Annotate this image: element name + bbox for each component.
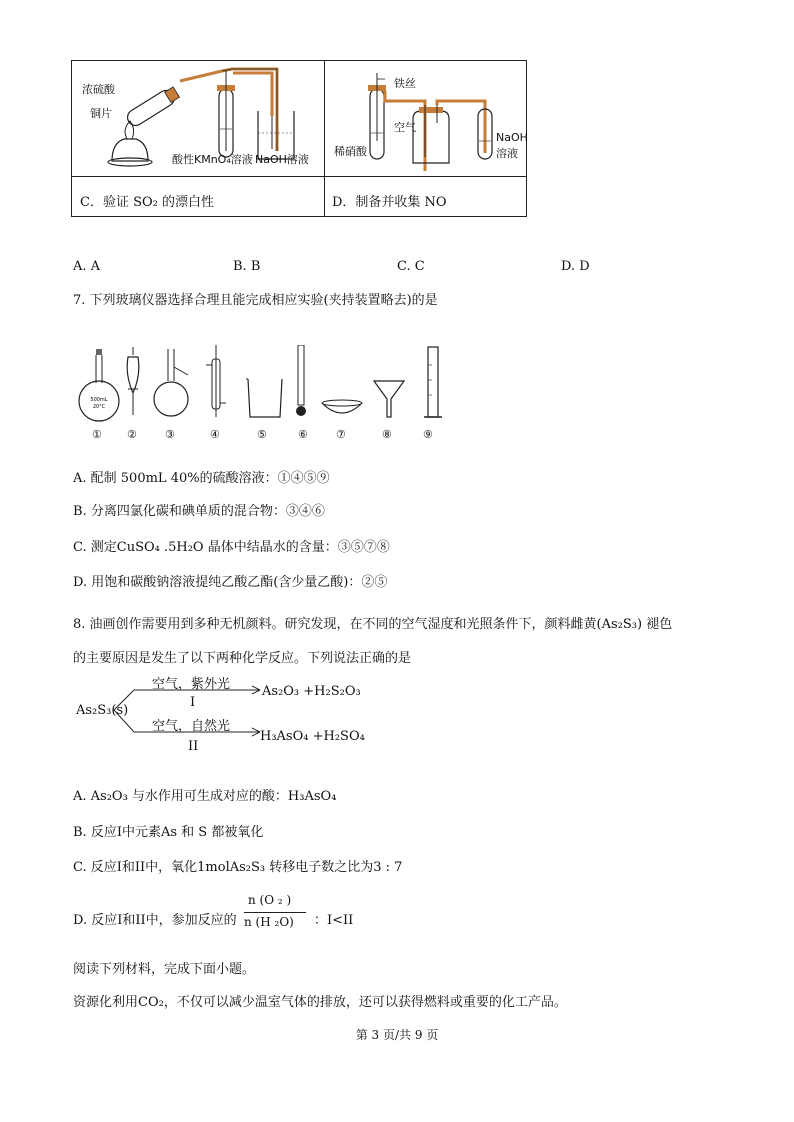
graduated-cylinder-icon [424, 347, 442, 417]
page-footer: 第 3 页/共 9 页 [355, 1028, 439, 1042]
label-naoh-d-1: NaOH [496, 131, 528, 144]
q8-stem-line2: 的主要原因是发生了以下两种化学反应。下列说法正确的是 [73, 651, 412, 666]
evaporating-dish-icon [322, 400, 362, 413]
thermometer-icon [296, 345, 306, 416]
svg-text:500mL: 500mL [90, 397, 108, 403]
funnel-icon [374, 381, 404, 417]
label-conc-sulfuric-acid: 浓硫酸 [82, 83, 115, 96]
separatory-funnel-icon [127, 347, 139, 415]
svg-text:20°C: 20°C [92, 404, 106, 410]
condenser-icon [206, 345, 226, 417]
glass-label-3: ③ [165, 428, 175, 441]
q8-option-a: A. As₂O₃ 与水作用可生成对应的酸：H₃AsO₄ [73, 789, 337, 804]
q8-stem-line1: 8. 油画创作需要用到多种无机颜料。研究发现，在不同的空气湿度和光照条件下，颜料雌黄(As₂S₃) 褪色 [73, 617, 673, 632]
q8-option-d-numerator: n (O ₂ ) [248, 893, 292, 907]
scheme-lower-label: II [188, 739, 199, 754]
glass-label-8: ⑧ [382, 428, 392, 441]
q6-choice-b: B. B [233, 259, 261, 274]
beaker-icon [246, 379, 282, 417]
glass-label-5: ⑤ [257, 428, 267, 441]
label-iron-wire: 铁丝 [394, 77, 416, 90]
glass-label-6: ⑥ [298, 428, 308, 441]
q7-option-c: C. 测定CuSO₄ .5H₂O 晶体中结晶水的含量：③⑤⑦⑧ [73, 540, 390, 555]
label-copper: 铜片 [90, 107, 112, 120]
glass-label-2: ② [127, 428, 137, 441]
caption-c: C．验证 SO₂ 的漂白性 [80, 195, 214, 210]
distilling-flask-icon [154, 349, 188, 416]
material-intro: 阅读下列材料，完成下面小题。 [73, 962, 256, 977]
q8-option-d-denominator: n (H ₂O) [244, 915, 294, 929]
experiment-table [71, 60, 527, 217]
q6-choice-c: C. C [397, 259, 425, 274]
scheme-lower-product: H₃AsO₄ +H₂SO₄ [260, 729, 365, 744]
label-dilute-nitric-acid: 稀硝酸 [334, 145, 367, 158]
glass-label-4: ④ [210, 428, 220, 441]
volumetric-flask-icon [79, 349, 119, 421]
scheme-reactant: As₂S₃(s) [76, 703, 129, 718]
fraction-bar [244, 912, 306, 913]
table-divider-horizontal [72, 176, 526, 177]
q8-option-b: B. 反应I中元素As 和 S 都被氧化 [73, 825, 264, 840]
label-kmno4-solution: 酸性KMnO₄溶液 [172, 153, 253, 166]
label-naoh-solution: NaOH溶液 [255, 153, 309, 166]
glassware-row [70, 345, 450, 425]
glass-label-7: ⑦ [336, 428, 346, 441]
scheme-upper-condition: 空气，紫外光 [152, 677, 231, 692]
q6-choice-d: D. D [561, 259, 590, 274]
q8-option-d-prefix: D. 反应I和II中，参加反应的 [73, 913, 237, 928]
q6-choice-a: A. A [73, 259, 101, 274]
q8-option-d-suffix: ：I<II [314, 913, 354, 928]
q8-option-c: C. 反应I和II中，氧化1molAs₂S₃ 转移电子数之比为3 : 7 [73, 860, 403, 875]
q7-option-d: D. 用饱和碳酸钠溶液提纯乙酸乙酯(含少量乙酸)：②⑤ [73, 575, 388, 590]
label-naoh-d-2: 溶液 [496, 147, 518, 160]
glass-label-1: ① [92, 428, 102, 441]
scheme-lower-condition: 空气，自然光 [152, 719, 231, 734]
scheme-upper-product: As₂O₃ +H₂S₂O₃ [262, 684, 361, 699]
q7-option-a: A. 配制 500mL 40%的硫酸溶液：①④⑤⑨ [73, 471, 330, 486]
q7-stem: 7. 下列玻璃仪器选择合理且能完成相应实验(夹持装置略去)的是 [73, 293, 438, 308]
label-air: 空气 [394, 121, 416, 134]
q7-option-b: B. 分离四氯化碳和碘单质的混合物：③④⑥ [73, 504, 325, 519]
scheme-upper-label: I [190, 695, 196, 710]
glass-label-9: ⑨ [423, 428, 433, 441]
material-text: 资源化利用CO₂，不仅可以减少温室气体的排放，还可以获得燃料或重要的化工产品。 [73, 995, 567, 1010]
caption-d: D．制备并收集 NO [332, 195, 447, 210]
